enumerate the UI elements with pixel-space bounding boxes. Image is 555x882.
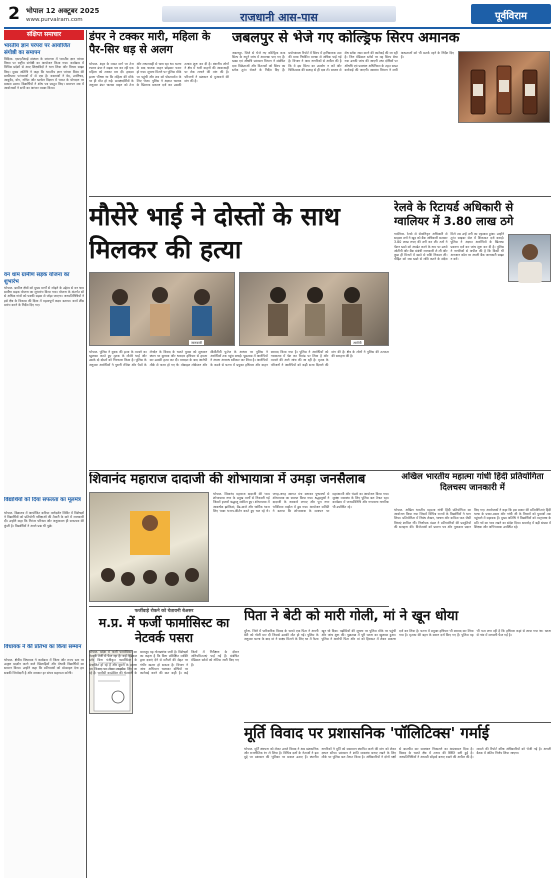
article-body: भोपाल. प्रदेश में फर्जी फार्मासिस्ट का नेटवर्क तेजी से फैल रहा है। कई मेडिकल स्टोर बिना पंजीकृत फार्मासिस्ट के संचालित हो रहे हैं और दूसरों के प्रमाण पत्र किराए पर लेकर लाइसेंस लिए जा रहे हैं। फार्मेसी काउंसिल की चेतावनी के बावजूद यह गोरखधंधा जारी है। विशेषज्ञों का कहना है कि बिना प्रशिक्षित व्यक्ति द्वारा दवाएं देने से मरीजों की सेहत पर गंभीर खतरा हो सकता है। विभाग ने जांच अभियान चलाकर दोषियों पर कार्रवाई करने की बात कही है। कई जिलों में निरीक्षण के दौरान अनियमितताएं पाई गई हैं। संबंधित मेडिकल स्टोर्स को नोटिस जारी किए गए हैं। (89, 650, 239, 676)
top-rule (89, 196, 551, 197)
article-dumper (89, 30, 229, 194)
article-headline: मूर्ति विवाद पर प्रशासनिक 'पॉलिटिक्स' गर्माई (244, 724, 490, 742)
website-url[interactable]: www.purvairam.com (26, 17, 83, 23)
accused-photo (239, 272, 389, 346)
article-body: भोपाल. मूर्ति स्थापना को लेकर उपजे विवाद ने अब प्रशासनिक और राजनीतिक रंग ले लिया है। विभिन्न दलों के नेताओं ने इस मुद्दे पर प्रशासन की भूमिका पर सवाल उठाए हैं। स्थानीय नागरिकों ने मूर्ति को ससम्मान स्थापित करने की मांग को लेकर ज्ञापन सौंपा। प्रशासन ने शांति व्यवस्था बनाए रखने के लिए मौके पर पुलिस बल तैनात किया है। अधिकारियों ने दोनों पक्षों से बातचीत कर समाधान निकालने का आश्वासन दिया है। विवाद के चलते क्षेत्र में तनाव की स्थिति बनी हुई है। जनप्रतिनिधियों ने आपसी सौहार्द बनाए रखने की अपील की है। मामले की रिपोर्ट वरिष्ठ अधिकारियों को भेजी गई है। अगली बैठक में अंतिम निर्णय लिया जाएगा। (244, 747, 551, 760)
article-railway-fraud (394, 200, 551, 462)
article-headline: मौसेरे भाई ने दोस्तों के साथ मिलकर की हत्या (89, 202, 341, 264)
brand-name: पूर्वविराम (494, 11, 528, 22)
photo-caption-left: जानकारी (191, 341, 203, 345)
article-body: भोपाल. शिवानंद महाराज दादाजी की भव्य शोभायात्रा नगर के प्रमुख मार्गों से निकाली गई जिसमें हजारों श्रद्धालु शामिल हुए। शोभायात्रा में आकर्षक झांकियां, बैंड-बाजे और धार्मिक ध्वज लिए भक्त भजन-कीर्तन करते हुए चल रहे थे। जगह-जगह स्वागत मंच बनाकर पुष्पवर्षा से शोभायात्रा का स्वागत किया गया। श्रद्धालुओं ने दादाजी के जयकारे लगाए और पूरा नगर भक्तिमय माहौल में डूब गया। आयोजन समिति ने बताया कि शोभायात्रा के समापन पर महाआरती और भंडारे का आयोजन किया गया। सुरक्षा व्यवस्था के लिए पुलिस बल तैनात रहा। कार्यक्रम में जनप्रतिनिधि और गणमान्य नागरिक भी उपस्थित रहे। (213, 492, 389, 513)
police-briefing-photo (89, 272, 235, 346)
brand-logo (471, 4, 551, 24)
article-headline: अखिल भारतीय महात्मा गांधी हिंदी प्रतियोगिता दिलचस्प जानकारी में (401, 472, 544, 493)
article-headline: म.प्र. में फर्जी फार्मासिस्ट का नेटवर्क पसरा (98, 615, 230, 645)
bottom-rule (244, 722, 551, 723)
sidebar-body-4: भोपाल. क्षेत्रीय विधायक ने कार्यक्रम में जिला और राज्य स्तर पर उत्कृष्ट प्रदर्शन करने वाले खिलाड़ियों और मेधावी विद्यार्थियों का सम्मान किया। उन्होंने कहा कि प्रतिभाओं को प्रोत्साहन देना हम सबकी जिम्मेदारी है और सरकार हर संभव सहायता करेगी। (4, 658, 84, 675)
article-father-shooting (244, 608, 551, 720)
section-banner (162, 6, 396, 22)
article-fake-pharmacist (89, 608, 239, 878)
sidebar-header: संक्षिप्त समाचार (4, 30, 84, 40)
syrup-bottles-photo (458, 51, 550, 123)
article-headline: पिता ने बेटी को मारी गोली, मां ने खून धोया (244, 608, 459, 624)
sidebar-body-3: भोपाल. विद्यालय में आयोजित करियर मार्गदर्शन शिविर में विशेषज्ञों ने विद्यार्थियों को प्रतियोगी परीक्षाओं की तैयारी के बारे में जानकारी दी। उन्होंने कहा कि निरंतर परिश्रम और अनुशासन ही सफलता की कुंजी है। विद्यार्थियों ने अपने प्रश्न भी पूछे। (4, 511, 84, 528)
sidebar-body-2: भोपाल. ग्रामीण क्षेत्रों को मुख्य मार्गों से जोड़ने के उद्देश्य से वन धाम ग्रामीण सड़क योजना का शुभारंभ किया गया। योजना के अंतर्गत सौ से अधिक गांवों को पक्की सड़क से जोड़ा जाएगा। जनप्रतिनिधियों ने इसे क्षेत्र के विकास की दिशा में महत्वपूर्ण कदम बताया। कार्य शीघ्र प्रारंभ करने के निर्देश दिए गए। (4, 286, 84, 307)
article-body: जबलपुर. जिले से भेजे गए कोल्ड्रिफ कफ सिरप के नमूने जांच में अमानक पाए गए हैं। खाद्य एवं औषधि प्रशासन विभाग ने संबंधित दवा विक्रेताओं और वितरकों को सिरप का स्टॉक तुरंत रोकने के निर्देश दिए हैं। प्रयोगशाला रिपोर्ट में सिरप में हानिकारक तत्व की मात्रा निर्धारित मानक से अधिक पाई गई है। विभाग ने आम नागरिकों से अपील की है कि वे इस सिरप का उपयोग न करें और चिकित्सक की सलाह से ही दवा लें। बाजार से शेष स्टॉक जब्त करने की कार्रवाई की जा रही है। जिन मेडिकल स्टोर्स पर यह सिरप बेचा गया उनकी जांच की जाएगी तथा दोषियों पर औषधि एवं प्रसाधन अधिनियम के तहत सख्त कार्रवाई की जाएगी। स्वास्थ्य विभाग ने सभी अस्पतालों को भी सतर्क रहने के निर्देश दिए हैं। (232, 51, 454, 72)
lower-rule (89, 606, 389, 607)
people-icon (90, 273, 236, 347)
masthead-rule (4, 27, 551, 29)
article-headline: डंपर ने टक्कर मारी, महिला के पैर-सिर धड़ से अलग (89, 30, 211, 56)
article-headline: जबलपुर से भेजे गए कोल्ड्रिफ सिरप अमानक (232, 30, 460, 46)
sidebar-body-1: विदिशा. एसएटीआई संस्थान के सभागार में भारतीय ज्ञान परंपरा विषय पर राष्ट्रीय संगोष्ठी का आयोजन किया गया। कार्यक्रम में विभिन्न प्रदेशों से आए शिक्षाविदों ने भाग लिया और विचार साझा किए। मुख्य अतिथि ने कहा कि भारतीय ज्ञान परंपरा विश्व की प्राचीनतम परंपराओं में से एक है। वक्ताओं ने वेद, उपनिषद, आयुर्वेद, योग, गणित और खगोल विज्ञान में भारत के योगदान पर प्रकाश डाला। विद्यार्थियों ने शोध पत्र प्रस्तुत किए। समापन सत्र में आयोजकों ने सभी का आभार व्यक्त किया। (4, 57, 84, 91)
accused-icon (240, 273, 390, 347)
article-headline: रेलवे के रिटायर्ड अधिकारी से ग्वालियर में 3.80 लाख ठगे (394, 200, 514, 228)
page-number: 2 (8, 4, 20, 24)
article-cough-syrup (232, 30, 550, 194)
bottle-icon (459, 52, 551, 124)
person-icon (509, 235, 552, 283)
section-title: राजधानी आस-पास (240, 11, 318, 24)
sidebar-headline-2: वन धाम ग्रामीण सड़क योजना का शुभारंभ (4, 272, 70, 285)
article-body: भोपाल. पुलिस ने युवक की हत्या के मामले का खुलासा करते हुए मृतक के मौसेरे भाई और उसके दो दोस्तों को गिरफ्तार किया है। पुलिस के अनुसार आरोपियों ने पुरानी रंजिश और पैसों के लेनदेन के विवाद के चलते युवक को सुनसान स्थान पर बुलाया और धारदार हथियार से हमला कर उसकी हत्या कर दी। वारदात के बाद आरोपी मौके से फरार हो गए थे। मोबाइल लोकेशन और सीसीटीवी फुटेज के आधार पर पुलिस ने आरोपियों तक पहुंच बनाई। पूछताछ में आरोपियों ने अपना अपराध स्वीकार कर लिया है। आरोपियों के कब्जे से घटना में प्रयुक्त हथियार और वाहन बरामद किया गया है। पुलिस ने आरोपियों को न्यायालय में पेश कर रिमांड पर लिया है और मामले की आगे जांच की जा रही है। मृतक के परिजनों ने आरोपियों को कड़ी सजा दिलाने की मांग की है। क्षेत्र के लोगों ने पुलिस की तत्परता की सराहना की है। (89, 350, 389, 367)
date-line: भोपाल 12 अक्टूबर 2025 (26, 7, 100, 15)
sidebar (4, 30, 84, 878)
article-body: भोपाल. शहर के व्यस्त मार्ग पर तेज रफ्तार डंपर ने सड़क पार कर रही एक महिला को टक्कर मार दी। हादसा इतना भीषण था कि महिला की मौके पर ही मौत हो गई। प्रत्यक्षदर्शियों के अनुसार डंपर चालक वाहन को तेज और लापरवाही से चला रहा था। घटना के बाद चालक वाहन छोड़कर फरार हो गया। सूचना मिलने पर पुलिस मौके पर पहुंची और शव को पोस्टमार्टम के लिए भेजा। पुलिस ने अज्ञात चालक के खिलाफ प्रकरण दर्ज कर उसकी तलाश शुरू कर दी है। स्थानीय लोगों ने क्षेत्र में भारी वाहनों की आवाजाही पर रोक लगाने की मांग की है। परिजनों ने प्रशासन से मुआवजे की मांग की है। (89, 62, 229, 88)
article-kicker: फर्जीवाड़े रोकने को चेतावनी बेअसर (134, 609, 194, 614)
sidebar-headline-3: विद्यार्थियों को दिया सफलता का मूलमंत्र (4, 497, 81, 503)
sidebar-headline-1: भारतीय ज्ञान परंपरा पर आयोजित संगोष्ठी का समापन (4, 43, 71, 56)
article-idol-dispute (244, 724, 551, 878)
article-cousin-murder (89, 200, 389, 468)
article-procession (89, 472, 389, 604)
article-body: भोपाल. अखिल भारतीय महात्मा गांधी हिंदी प्रतियोगिता का आयोजन किया गया जिसमें विभिन्न राज्यों के विद्यार्थियों ने भाग लिया। प्रतियोगिता में निबंध लेखन, भाषण और कविता पाठ जैसी विधाएं शामिल थीं। निर्णायक मंडल ने प्रतिभागियों की प्रस्तुतियों की सराहना की। विजेताओं को प्रमाण पत्र और पुरस्कार प्रदान किए गए। आयोजकों ने कहा कि इस प्रकार की प्रतियोगिताएं हिंदी भाषा के प्रचार-प्रसार और गांधी जी के विचारों को युवाओं तक पहुंचाने में सहायक हैं। मुख्य अतिथि ने विद्यार्थियों को मातृभाषा के प्रति गर्व का भाव रखने का संदेश दिया। समारोह में बड़ी संख्या में शिक्षक और अभिभावक उपस्थित रहे। (394, 508, 551, 529)
article-headline: शिवानंद महाराज दादाजी की शोभायात्रा में उमड़ा जनसैलाब (89, 472, 366, 487)
article-body: ग्वालियर. रेलवे से सेवानिवृत्त अधिकारी से साइबर ठगों ने खुद को बैंक अधिकारी बताकर 3.80 लाख रुपए की ठगी कर ली। ठगों ने पेंशन खाते को अपडेट करने के नाम पर उनसे ओटीपी और बैंक संबंधी जानकारी ले ली और कुछ ही मिनटों में खाते से राशि निकाल ली। पीड़ित को जब खाते से राशि कटने के संदेश मिले तब उन्हें ठगी का एहसास हुआ। उन्होंने तुरंत साइबर सेल में शिकायत दर्ज कराई। पुलिस ने अज्ञात आरोपियों के खिलाफ प्रकरण दर्ज कर जांच शुरू कर दी है। पुलिस ने नागरिकों से अपील की है कि किसी भी अनजान कॉल पर अपनी बैंक जानकारी साझा न करें। (394, 232, 504, 262)
article-body: मुरैना. जिले में पारिवारिक विवाद के चलते एक पिता ने अपनी बेटी को गोली मार दी जिससे उसकी मौत हो गई। पुलिस के अनुसार घटना के बाद मां ने साक्ष्य मिटाने के लिए घर में फैला खून धो दिया। पड़ोसियों की सूचना पर पुलिस मौके पर पहुंची और जांच शुरू की। पूछताछ में पूरी घटना का खुलासा हुआ। पुलिस ने आरोपी पिता और मां को हिरासत में लेकर प्रकरण दर्ज कर लिया है। घटना में प्रयुक्त हथियार भी बरामद कर लिया गया है। मृतका की बहन के बयान दर्ज किए गए हैं। पुलिस यह भी पता लगा रही है कि हथियार कहां से लाया गया था। घटना से गांव में सनसनी फैल गई है। (244, 629, 551, 642)
middle-rule (89, 470, 551, 471)
sidebar-divider (86, 30, 87, 878)
crowd-icon (90, 493, 210, 603)
procession-photo (89, 492, 209, 602)
photo-caption-right: आरोपी (353, 341, 362, 345)
sidebar-headline-4: विधायक ने की प्रतिभा का किया सम्मान (4, 644, 82, 650)
official-portrait (508, 234, 551, 282)
